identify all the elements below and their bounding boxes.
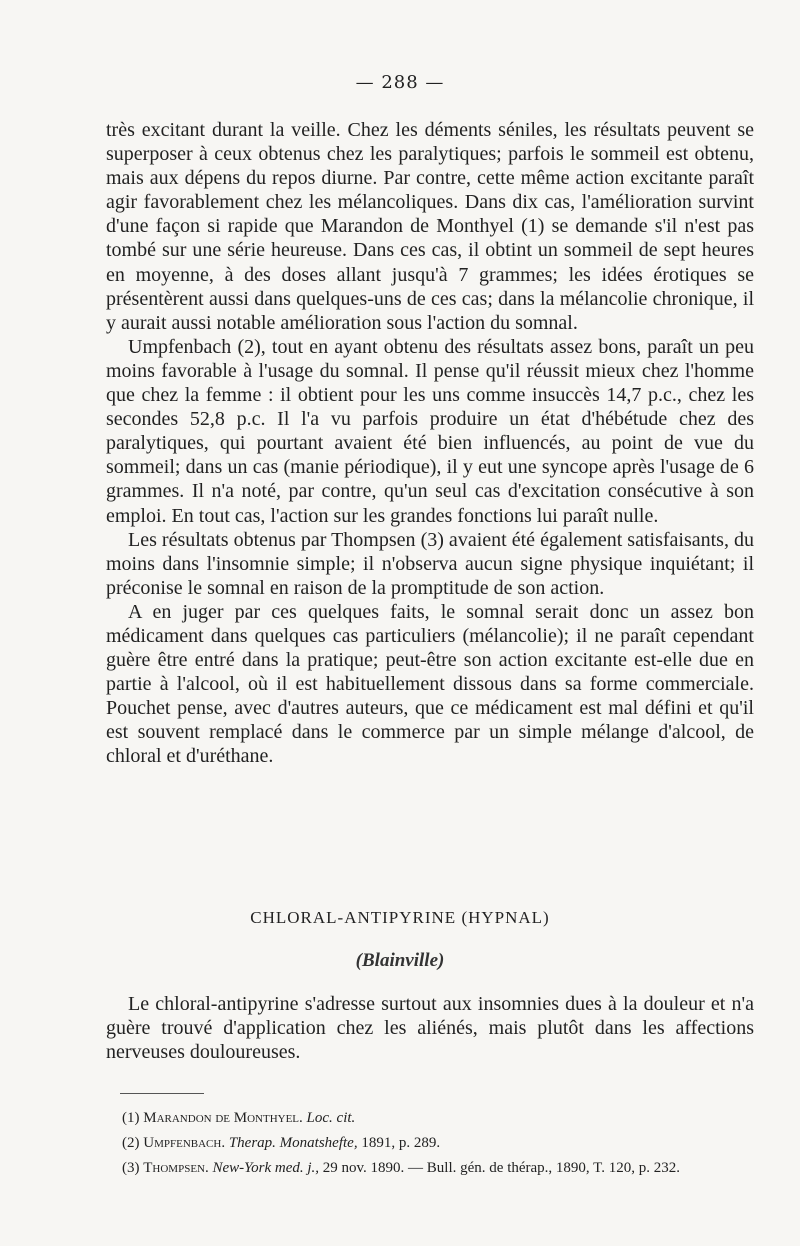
footnote-author: Umpfenbach. — [143, 1135, 226, 1151]
footnote-divider — [120, 1093, 204, 1094]
footnote-ref: Therap. Monatshefte, — [228, 1135, 358, 1151]
paragraph: très excitant durant la veille. Chez les déments séniles, les résultats peuvent se superposer à ceux obtenus chez les paralytiques; parfois le sommeil est obtenu, mais aux dépens du repos diurne. Par contre, cette même action excitante paraît agir favorablement chez les mélancoliques. Dans dix cas, l'amélioration survint d'une façon si rapide que Marandon de Monthyel (1) se demande s'il n'est pas tombé sur une série heureuse. Dans ces cas, il obtint un sommeil de sept heures en moyenne, à des doses allant jusqu'à 7 grammes; les idées érotiques se présentèrent aussi dans quelques-uns de ces cas; dans la mélancolie chronique, il y aurait aussi notable amélioration sous l'action du somnal. — [106, 119, 754, 334]
footnote-rest: 29 nov. 1890. — Bull. gén. de thérap., 1890, T. 120, p. 232. — [322, 1160, 680, 1176]
paragraph: Les résultats obtenus par Thompsen (3) avaient été également satisfaisants, du moins dans l'insomnie simple; il n'observa aucun signe physique inquiétant; il préconise le somnal en raison de la promptitude de son action. — [106, 528, 754, 599]
footnotes — [106, 1106, 754, 1181]
footnote-rest: 1891, p. 289. — [361, 1135, 441, 1151]
paragraph: Umpfenbach (2), tout en ayant obtenu des résultats assez bons, paraît un peu moins favorable à l'usage du somnal. Il pense qu'il réussit mieux chez l'homme que chez la femme : il obtient pour les uns comme insuccès 14,7 p.c., chez les secondes 52,8 p.c. Il l'a vu parfois produire un état d'hébétude chez des paralytiques, qui pourtant avaient été bien influencés, au point de vue du sommeil; dans un cas (manie périodique), il y eut une syncope après l'usage de 6 grammes. Il n'a noté, par contre, qu'un seul cas d'excitation consécutive à son emploi. En tout cas, l'action sur les grandes fonctions lui paraît nulle. — [106, 335, 754, 527]
paragraph: A en juger par ces quelques faits, le somnal serait donc un assez bon médicament dans quelques cas particuliers (mélancolie); il ne paraît cependant guère être entré dans la pratique; peut-être son action excitante est-elle due en partie à l'alcool, où il est habituellement dissous dans sa forme commerciale. Pouchet pense, avec d'autres auteurs, que ce médicament est mal défini et qu'il est souvent remplacé dans le commerce par un simple mélange d'alcool, de chloral et d'uréthane. — [106, 600, 754, 768]
section-text — [106, 992, 754, 1064]
footnote-ref: New-York med. j., — [212, 1160, 320, 1176]
footnote-author: Thompsen. — [143, 1160, 209, 1176]
footnote-number: (1) — [122, 1110, 140, 1126]
footnote — [106, 1156, 754, 1181]
footnote — [106, 1106, 754, 1131]
footnote-author: Marandon de Monthyel. — [143, 1110, 303, 1126]
footnote-number: (3) — [122, 1160, 140, 1176]
paragraph: Le chloral-antipyrine s'adresse surtout aux insomnies dues à la douleur et n'a guère trouvé d'application chez les aliénés, mais plutôt dans les affections nerveuses douloureuses. — [106, 993, 754, 1064]
footnote — [106, 1131, 754, 1156]
section-title: CHLORAL-ANTIPYRINE (HYPNAL) — [250, 908, 550, 927]
page-number: — 288 — — [355, 72, 445, 93]
main-text — [106, 118, 754, 769]
footnote-ref: Loc. cit. — [306, 1110, 356, 1126]
footnote-number: (2) — [122, 1135, 140, 1151]
section-subtitle: (Blainville) — [355, 950, 445, 971]
